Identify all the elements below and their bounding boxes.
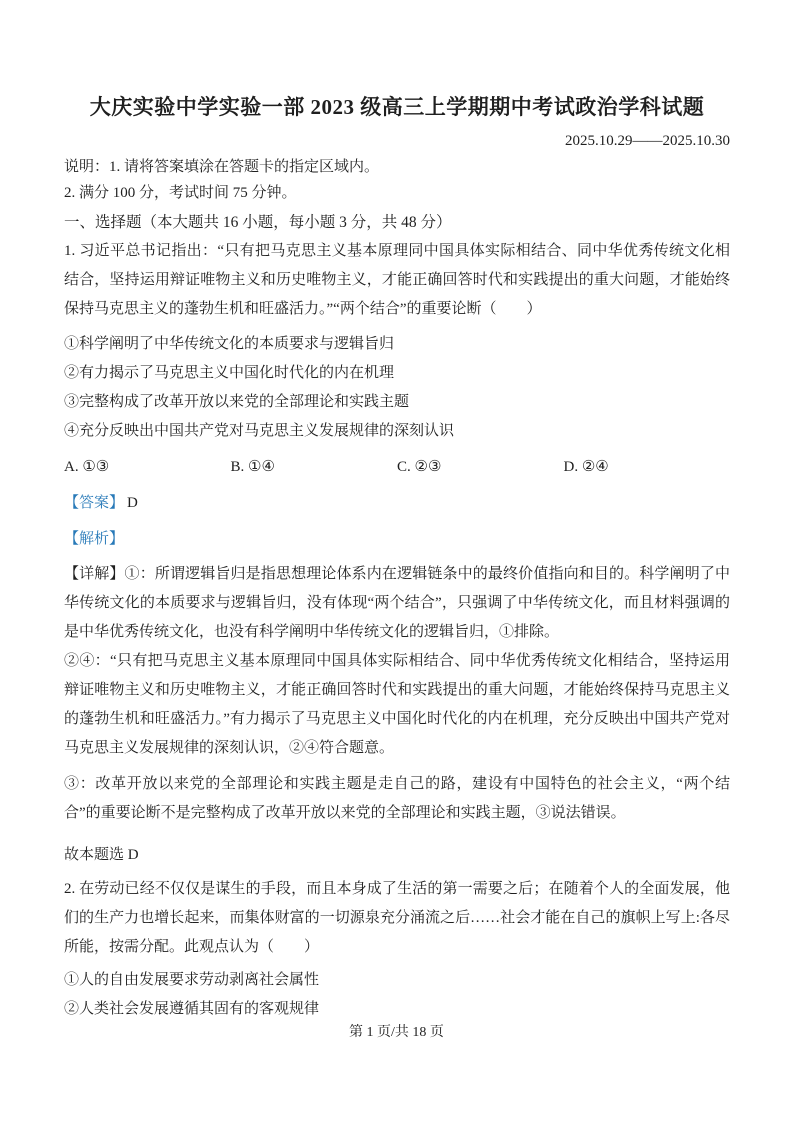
question-2-stem: 2. 在劳动已经不仅仅是谋生的手段，而且本身成了生活的第一需要之后；在随着个人的全面发展，他们的生产力也增长起来，而集体财富的一切源泉充分涌流之后……社会才能在自己的旗帜上写上:各尽所能，按需分配。此观点认为（ ） (64, 881, 730, 955)
question-block-2 (64, 875, 730, 1024)
explanation-paragraph-1: 【详解】①：所谓逻辑旨归是指思想理论体系内在逻辑链条中的最终价值指向和目的。科学阐明了中华传统文化的本质要求与逻辑旨归，没有体现“两个结合”，只强调了中华传统文化，而且材料强调的是中华优秀传统文化，也没有科学阐明中华传统文化的逻辑旨归，①排除。 (64, 566, 730, 640)
question-2-option-2: ②人类社会发展遵循其固有的客观规律 (64, 1001, 320, 1017)
answer-label: 【答案】 (64, 495, 125, 511)
question-2-options (64, 966, 730, 1024)
page-title: 大庆实验中学实验一部 2023 级高三上学期期中考试政治学科试题 (89, 95, 705, 119)
choice-d: D. ②④ (563, 459, 609, 475)
choice-b: B. ①④ (230, 459, 275, 475)
question-1-choices (64, 453, 730, 482)
explanation-paragraph-2: ②④：“只有把马克思主义基本原理同中国具体实际相结合、同中华优秀传统文化相结合，坚持运用辩证唯物主义和历史唯物主义，才能正确回答时代和实践提出的重大问题，才能始终保持马克思主义的蓬勃生机和旺盛活力。”有力揭示了马克思主义中国化时代化的内在机理，充分反映出中国共产党对马克思主义发展规律的深刻认识，②④符合题意。 (64, 653, 730, 756)
question-1-conclusion: 故本题选 D (64, 847, 139, 863)
analysis-label: 【解析】 (64, 531, 125, 547)
section-heading-choice-questions: 一、选择题（本大题共 16 小题，每小题 3 分，共 48 分） (64, 214, 452, 231)
question-1-stem: 1. 习近平总书记指出：“只有把马克思主义基本原理同中国具体实际相结合、同中华优秀传统文化相结合，坚持运用辩证唯物主义和历史唯物主义，才能正确回答时代和实践提出的重大问题，才能始终保持马克思主义的蓬勃生机和旺盛活力。”“两个结合”的重要论断（ ） (64, 243, 730, 317)
question-1-option-3: ③完整构成了改革开放以来党的全部理论和实践主题 (64, 394, 410, 410)
exam-note-2: 2. 满分 100 分，考试时间 75 分钟。 (64, 185, 297, 201)
question-1-explanation (64, 560, 730, 828)
choice-a: A. ①③ (64, 459, 110, 475)
explanation-paragraph-3: ③：改革开放以来党的全部理论和实践主题是走自己的路，建设有中国特色的社会主义，“两个结合”的重要论断不是完整构成了改革开放以来党的全部理论和实践主题，③说法错误。 (64, 776, 730, 821)
question-1-options (64, 330, 730, 446)
question-2-option-1: ①人的自由发展要求劳动剥离社会属性 (64, 972, 320, 988)
exam-note-1: 说明：1. 请将答案填涂在答题卡的指定区域内。 (64, 159, 380, 175)
exam-date-range: 2025.10.29——2025.10.30 (565, 133, 730, 149)
analysis-line (64, 525, 730, 554)
footer-page-number: 第 1 页/共 18 页 (349, 1025, 444, 1040)
choice-c: C. ②③ (397, 459, 442, 475)
answer-value: D (127, 495, 138, 511)
question-1-option-4: ④充分反映出中国共产党对马克思主义发展规律的深刻认识 (64, 423, 455, 439)
answer-line (64, 489, 730, 518)
question-block-1 (64, 237, 730, 870)
question-1-option-2: ②有力揭示了马克思主义中国化时代化的内在机理 (64, 365, 395, 381)
question-1-option-1: ①科学阐明了中华传统文化的本质要求与逻辑旨归 (64, 336, 395, 352)
